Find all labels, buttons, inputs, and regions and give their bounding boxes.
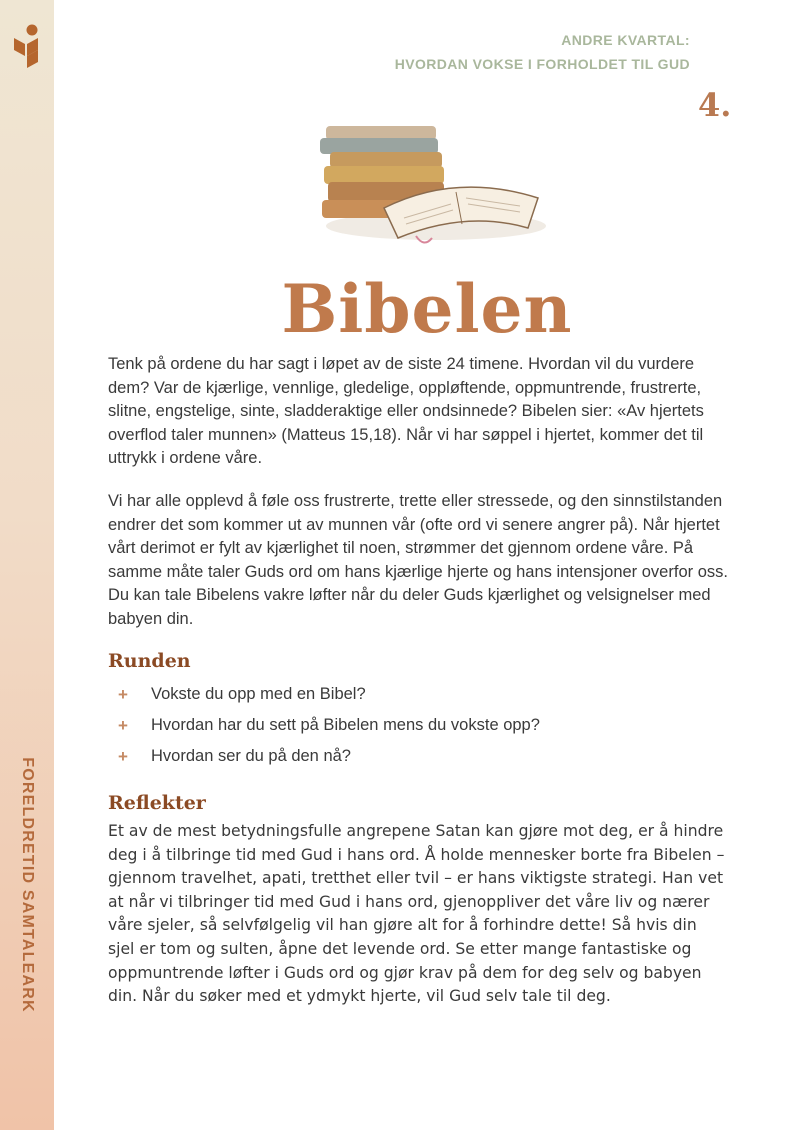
page-title: Bibelen [281, 270, 573, 348]
page-number: 4. [698, 86, 732, 124]
plus-icon: + [118, 715, 128, 735]
sidebar-label: FORELDRETID SAMTALEARK [19, 757, 36, 1013]
list-item [108, 741, 540, 772]
books-illustration [306, 108, 546, 248]
header-topic: HVORDAN VOKSE I FORHOLDET TIL GUD [394, 56, 690, 72]
runden-heading: Runden [108, 650, 191, 672]
sidebar [0, 0, 54, 1130]
intro-paragraph-2: Vi har alle opplevd å føle oss frustrerte, trette eller stressede, og den sinnstilstanden endrer det som kommer ut av munnen vår (ofte ord vi senere angrer på). Når hjertet vårt derimot er fylt av kjærlighet til noen, strømmer det gjennom ordene våre. På samme måte taler Guds ord om hans kjærlige hjerte og hans intensjoner overfor oss. Du kan tale Bibelens vakre løfter når du deler Guds kjærlighet og velsignelser med babyen din. [108, 492, 728, 628]
runden-question-list [108, 679, 540, 772]
header-quarter: ANDRE KVARTAL: [561, 32, 690, 48]
plus-icon: + [118, 746, 128, 766]
question-text: Vokste du opp med en Bibel? [151, 685, 366, 703]
list-item [108, 710, 540, 741]
reflekter-paragraph: Et av de mest betydningsfulle angrepene Satan kan gjøre mot deg, er å hindre deg i å tilbringe tid med Gud i hans ord. Å holde mennesker borte fra Bibelen – gjennom travelhet, apati, tretthet eller tvil – er hans viktigste strategi. Han vet at når vi tilbringer tid med Gud i hans ord, gjenoppliver det våre liv og nærer våre sjeler, så selvfølgelig vil han gjøre alt for å forhindre dette! Så hvis din sjel er tom og sulten, åpne det levende ord. Se etter mange fantastiske og oppmuntrende løfter i Guds ord og gjør krav på dem for deg selv og babyen din. Når du søker med et ydmykt hjerte, vil Gud selv tale til deg. [108, 822, 725, 1006]
list-item [108, 679, 540, 710]
section-header [395, 28, 690, 76]
sprout-logo-icon [10, 22, 42, 70]
intro-paragraph-1: Tenk på ordene du har sagt i løpet av de siste 24 timene. Hvordan vil du vurdere dem? Var de kjærlige, vennlige, gledelige, oppløftende, oppmuntrende, frustrerte, slitne, engstelige, sinte, sladderaktige eller ondsinnede? Bibelen sier: «Av hjertets overflod taler munnen» (Matteus 15,18). Når vi har søppel i hjertet, kommer det til uttrykk i ordene våre. [108, 355, 704, 468]
reflekter-heading: Reflekter [108, 792, 206, 814]
question-text: Hvordan har du sett på Bibelen mens du vokste opp? [151, 716, 540, 734]
question-text: Hvordan ser du på den nå? [151, 747, 351, 765]
plus-icon: + [118, 684, 128, 704]
